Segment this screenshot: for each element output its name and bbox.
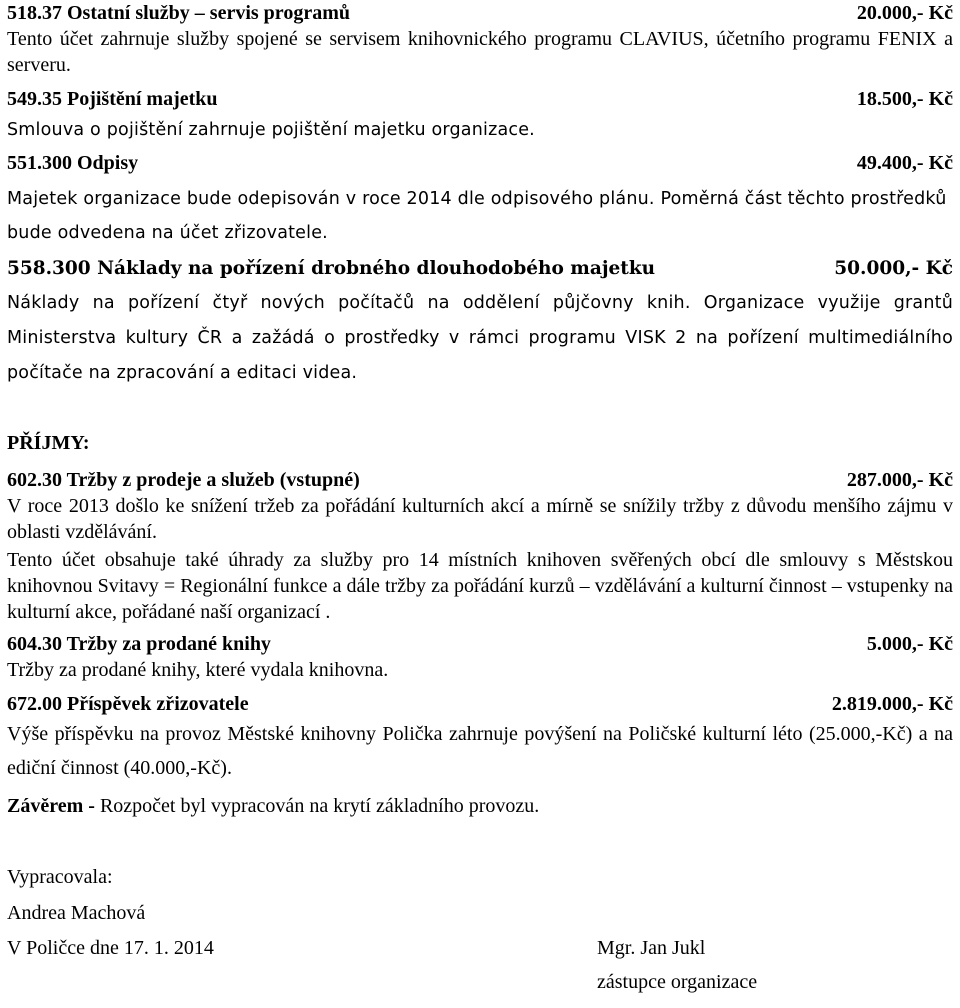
signer-role: zástupce organizace	[597, 971, 758, 993]
section-title: 672.00 Příspěvek zřizovatele	[7, 693, 249, 715]
signature-row	[7, 931, 953, 965]
section-title: 604.30 Tržby za prodané knihy	[7, 633, 271, 655]
section-amount: 2.819.000,- Kč	[831, 693, 953, 715]
section-heading	[7, 467, 953, 493]
section-title: 549.35 Pojištění majetku	[7, 88, 218, 110]
section-heading	[7, 252, 953, 286]
section-text: Smlouva o pojištění zahrnuje pojištění majetku organizace.	[7, 120, 535, 140]
prepared-name: Andrea Machová	[7, 902, 146, 924]
section-title: 602.30 Tržby z prodeje a služeb (vstupné)	[7, 469, 360, 491]
section-amount: 49.400,- Kč	[856, 152, 953, 174]
conclusion-text: Rozpočet byl vypracován na krytí základního provozu.	[94, 795, 540, 817]
conclusion	[7, 789, 953, 823]
conclusion-label: Závěrem -	[7, 795, 95, 817]
section-amount: 287.000,- Kč	[846, 469, 953, 491]
section-title: 551.300 Odpisy	[7, 152, 139, 174]
section-heading	[7, 631, 953, 657]
income-heading: PŘÍJMY:	[7, 432, 90, 454]
section-text: Výše příspěvku na provoz Městské knihovny Polička zahrnuje povýšení na Poličské kulturní léto (25.000,-Kč) a na ediční činnost (40.000,-Kč).	[7, 723, 953, 779]
place-date: V Poličce dne 17. 1. 2014	[7, 937, 214, 959]
section-amount: 18.500,- Kč	[856, 88, 953, 110]
section-text: Náklady na pořízení čtyř nových počítačů na oddělení půjčovny knih. Organizace využije grantů Ministerstva kultury ČR a zažádá o prostředky v rámci programu VISK 2 na pořízení multimediálního počítače na zpracování a editaci videa.	[7, 293, 953, 383]
signer-name: Mgr. Jan Jukl	[597, 937, 706, 959]
section-title: 558.300 Náklady na pořízení drobného dlouhodobého majetku	[7, 258, 656, 279]
section-amount: 20.000,- Kč	[856, 2, 953, 24]
section-text: Tento účet obsahuje také úhrady za služby pro 14 místních knihoven svěřených obcí dle smlouvy s Městskou knihovnou Svitavy = Regionální funkce a dále tržby za pořádání kurzů – vzdělávání a kulturní činnost – vstupenky na kulturní akce, pořádané naší organizací .	[7, 549, 953, 623]
budget-document	[7, 0, 953, 999]
section-text: Tento účet zahrnuje služby spojené se servisem knihovnického programu CLAVIUS, účetního programu FENIX a serveru.	[7, 28, 953, 76]
prepared-label: Vypracovala:	[7, 866, 113, 888]
section-heading	[7, 148, 953, 178]
section-amount: 50.000,- Kč	[834, 258, 953, 279]
section-amount: 5.000,- Kč	[866, 633, 953, 655]
section-heading	[7, 691, 953, 717]
section-title: 518.37 Ostatní služby – servis programů	[7, 2, 350, 24]
section-text: Tržby za prodané knihy, které vydala knihovna.	[7, 659, 389, 681]
section-heading	[7, 86, 953, 112]
signature-role-row	[7, 965, 953, 999]
section-text: Majetek organizace bude odepisován v roce 2014 dle odpisového plánu. Poměrná část těchto prostředků bude odvedena na účet zřizovatele.	[7, 189, 947, 243]
section-heading	[7, 0, 953, 26]
section-text: V roce 2013 došlo ke snížení tržeb za pořádání kulturních akcí a mírně se snížily tržby z důvodu menšího zájmu v oblasti vzdělávání.	[7, 495, 953, 543]
